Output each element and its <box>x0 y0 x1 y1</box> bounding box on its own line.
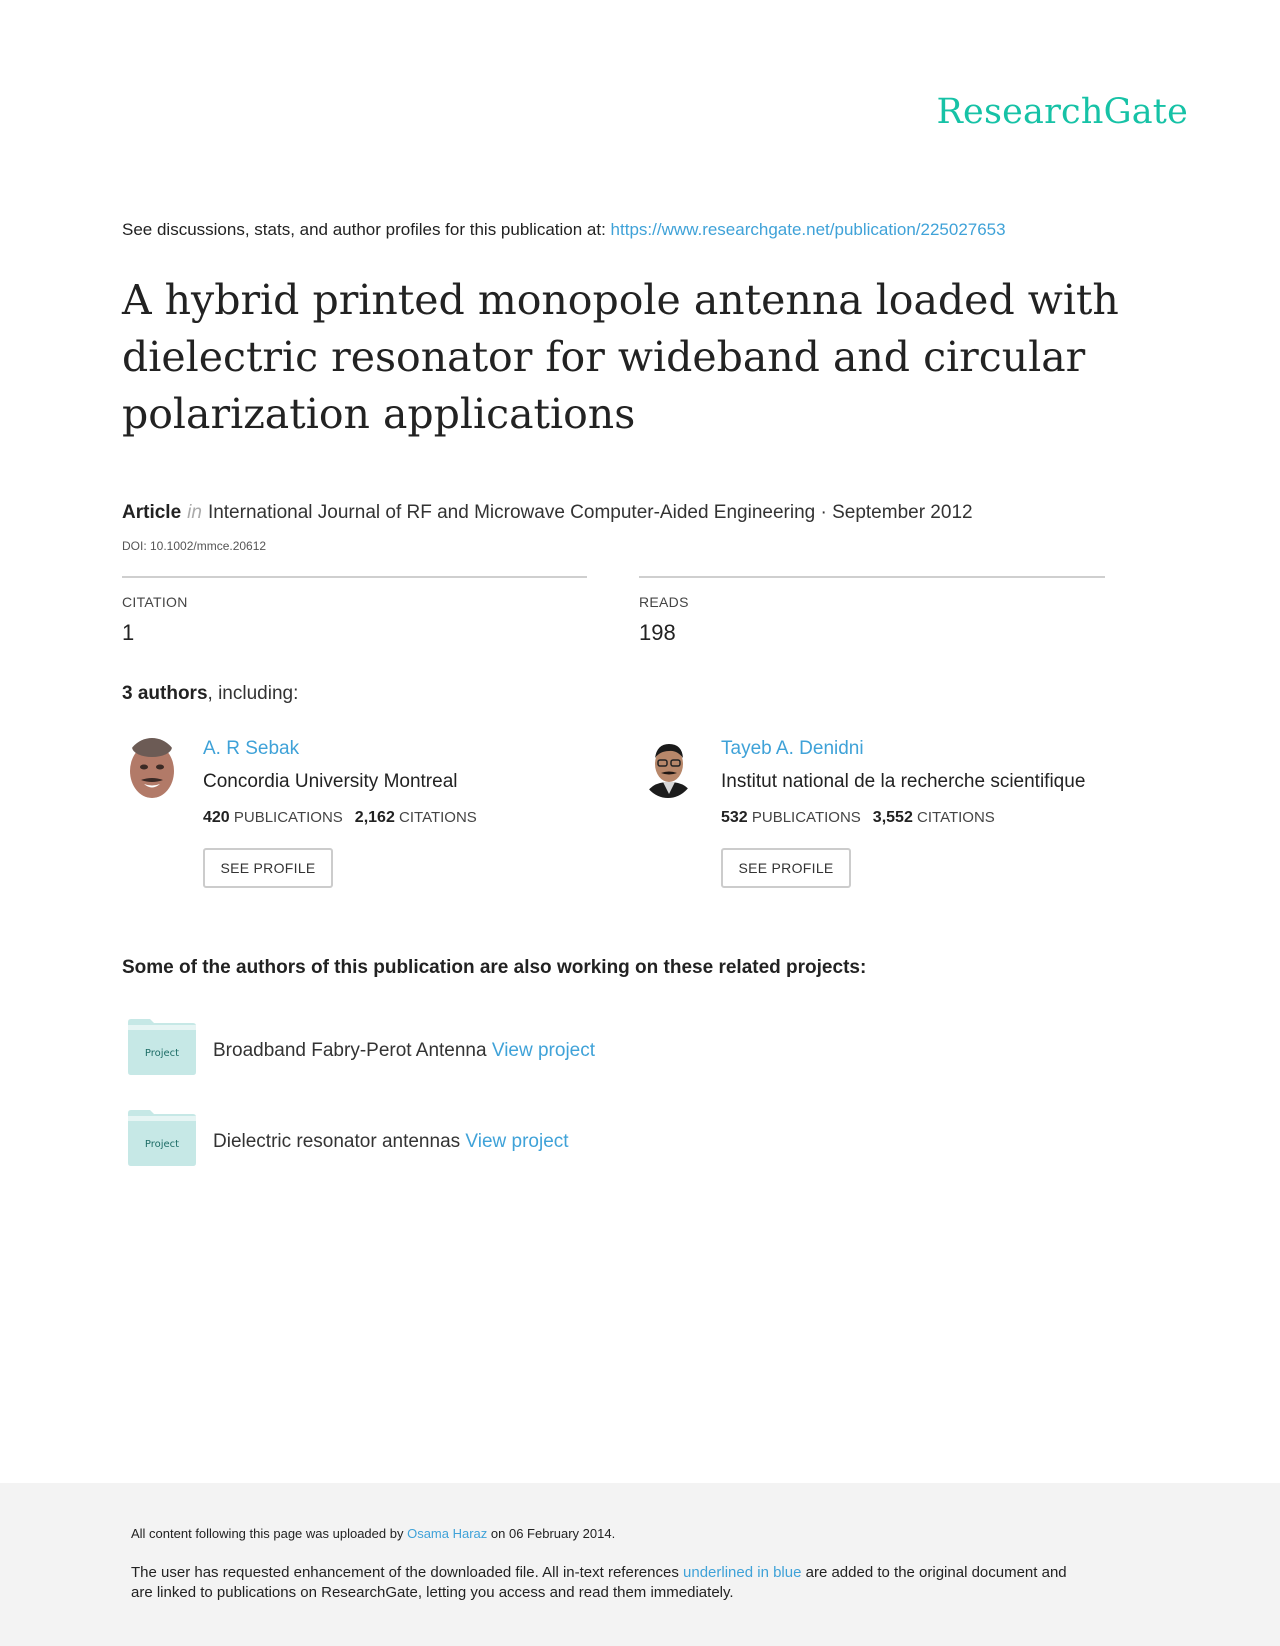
author-stats <box>203 809 477 827</box>
citation-label: CITATION <box>122 594 188 610</box>
page-title: A hybrid printed monopole antenna loaded with dielectric resonator for wideband and circular polarization applications <box>122 276 1119 438</box>
project-folder-icon <box>128 1110 196 1171</box>
view-project-link[interactable]: View project <box>465 1131 569 1152</box>
researchgate-logo[interactable]: ResearchGate <box>936 92 1188 132</box>
author-photo-icon <box>641 738 695 798</box>
avatar[interactable] <box>641 738 695 798</box>
note-prefix: The user has requested enhancement of the downloaded file. All in-text references <box>131 1564 684 1581</box>
author-institution[interactable]: Institut national de la recherche scientifique <box>721 771 1086 792</box>
citations-label: CITATIONS <box>917 809 995 826</box>
upload-prefix: All content following this page was uploaded by <box>131 1526 408 1541</box>
citation-count: 1 <box>122 620 135 645</box>
author-publications-count: 420 <box>203 809 230 826</box>
see-profile-button[interactable]: SEE PROFILE <box>203 848 333 888</box>
project-name: Dielectric resonator antennas <box>213 1131 461 1152</box>
reads-label: READS <box>639 594 689 610</box>
authors-count: 3 authors <box>122 683 208 704</box>
publication-url-line <box>122 220 1006 240</box>
list-item <box>213 1131 569 1153</box>
note-suffix: are added to the original document and are linked to publications on ResearchGate, letting you access and read them immediately. <box>131 1564 1067 1601</box>
article-type: Article <box>122 502 182 523</box>
related-projects-heading: Some of the authors of this publication are also working on these related projects: <box>122 957 867 978</box>
view-project-link[interactable]: View project <box>491 1040 596 1061</box>
see-profile-button[interactable]: SEE PROFILE <box>721 848 851 888</box>
uploader-link[interactable]: Osama Haraz <box>407 1526 488 1541</box>
project-icon-label: Project <box>144 1048 180 1059</box>
project-name: Broadband Fabry-Perot Antenna <box>213 1040 487 1061</box>
publication-url-link[interactable]: https://www.researchgate.net/publication/225027653 <box>610 220 1006 239</box>
author-name-link[interactable]: A. R Sebak <box>203 738 300 759</box>
author-institution[interactable]: Concordia University Montreal <box>203 771 458 792</box>
authors-heading <box>122 683 298 705</box>
publications-label: PUBLICATIONS <box>751 809 861 826</box>
citations-label: CITATIONS <box>399 809 477 826</box>
intro-text: See discussions, stats, and author profiles for this publication at: <box>122 220 611 239</box>
citation-divider <box>122 576 587 578</box>
article-meta <box>122 502 973 524</box>
author-photo-icon <box>125 738 179 798</box>
underlined-link-sample: underlined in blue <box>683 1564 802 1581</box>
upload-note <box>131 1526 615 1541</box>
list-item <box>213 1040 595 1062</box>
enhancement-note <box>131 1563 1091 1603</box>
authors-suffix: , including: <box>207 683 299 704</box>
author-publications-count: 532 <box>721 809 748 826</box>
project-icon-label: Project <box>144 1139 180 1150</box>
upload-suffix: on 06 February 2014. <box>487 1526 616 1541</box>
reads-divider <box>639 576 1105 578</box>
author-name-link[interactable]: Tayeb A. Denidni <box>721 738 864 759</box>
journal-venue[interactable]: International Journal of RF and Microwave Computer-Aided Engineering · September 2012 <box>207 502 973 523</box>
author-citations-count: 2,162 <box>354 809 395 826</box>
reads-count: 198 <box>639 620 676 645</box>
doi: DOI: 10.1002/mmce.20612 <box>122 539 267 553</box>
publications-label: PUBLICATIONS <box>233 809 343 826</box>
author-stats <box>721 809 995 827</box>
author-citations-count: 3,552 <box>872 809 913 826</box>
project-folder-icon <box>128 1019 196 1080</box>
in-label: in <box>187 502 202 523</box>
avatar[interactable] <box>125 738 179 798</box>
